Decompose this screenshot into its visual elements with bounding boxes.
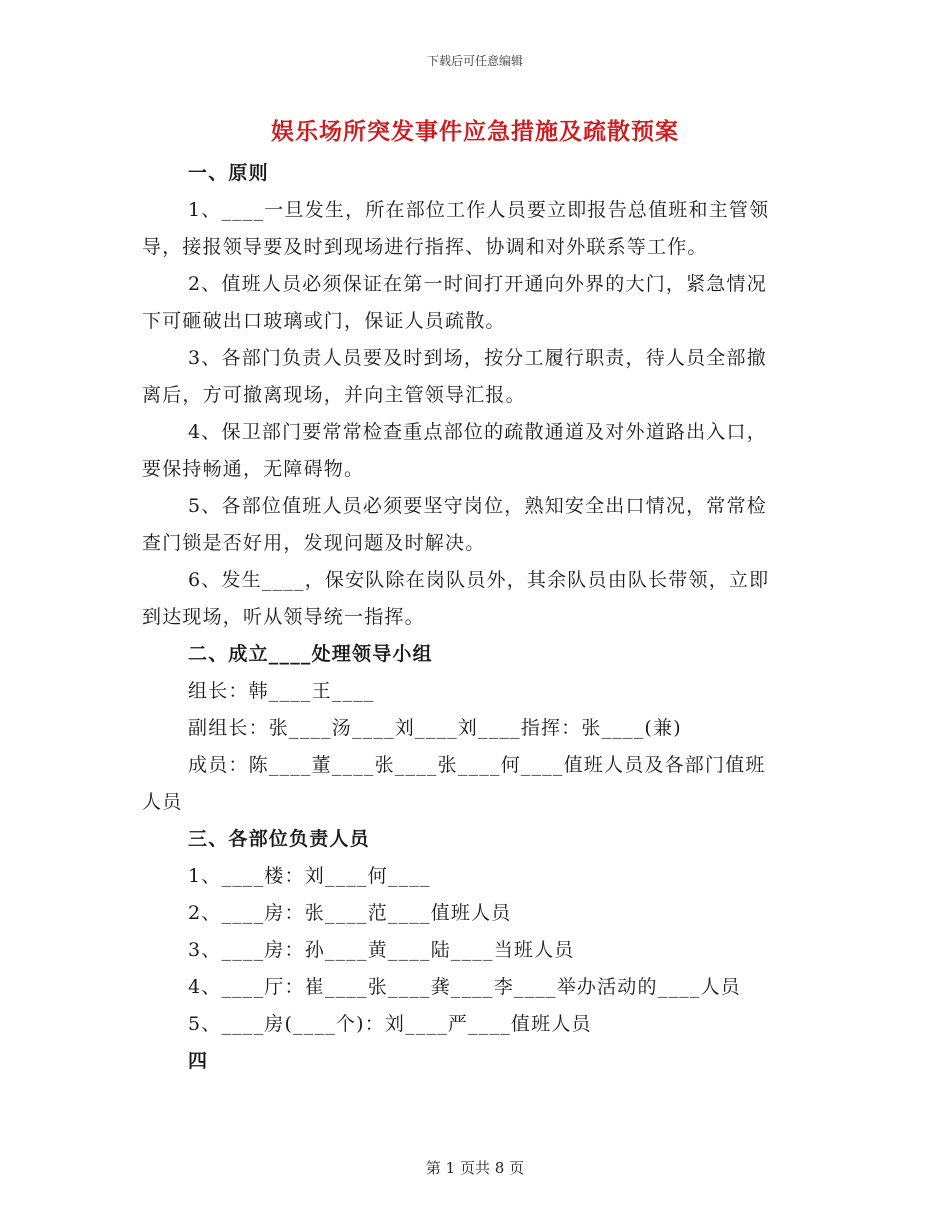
paragraph-line: 要保持畅通，无障碍物。: [142, 458, 365, 480]
list-item: 5、____房(____个)：刘____严____值班人员: [188, 1013, 592, 1035]
members-line-continued: 人员: [142, 791, 183, 813]
paragraph-line: 3、各部门负责人员要及时到场，按分工履行职责，待人员全部撤: [188, 347, 767, 369]
paragraph-line: 5、各部位值班人员必须要坚守岗位，熟知安全出口情况，常常检: [188, 495, 767, 517]
section-heading-leadership-group: 二、成立____处理领导小组: [188, 643, 433, 665]
section-heading-responsible-persons: 三、各部位负责人员: [188, 828, 370, 850]
paragraph-line: 4、保卫部门要常常检查重点部位的疏散通道及对外道路出入口，: [188, 421, 767, 443]
list-item: 1、____楼：刘____何____: [188, 865, 431, 887]
list-item: 2、____房：张____范____值班人员: [188, 902, 512, 924]
header-note: 下载后可任意编辑: [426, 54, 523, 68]
list-item: 4、____厅：崔____张____龚____李____举办活动的____人员: [188, 976, 741, 998]
paragraph-line: 下可砸破出口玻璃或门，保证人员疏散。: [142, 310, 506, 332]
page-number: 第 1 页共 8 页: [425, 1159, 525, 1177]
document-body: [142, 155, 810, 1080]
paragraph-line: 1、____一旦发生，所在部位工作人员要立即报告总值班和主管领: [188, 199, 770, 221]
paragraph-line: 2、值班人员必须保证在第一时间打开通向外界的大门，紧急情况: [188, 273, 767, 295]
section-heading-principles: 一、原则: [188, 162, 269, 184]
group-leader-line: 组长：韩____王____: [188, 680, 375, 702]
paragraph-line: 到达现场，听从领导统一指挥。: [142, 606, 425, 628]
deputy-leader-line: 副组长：张____汤____刘____刘____指挥：张____(兼): [188, 717, 682, 739]
list-item: 3、____房：孙____黄____陆____当班人员: [188, 939, 575, 961]
document-title: 娱乐场所突发事件应急措施及疏散预案: [271, 118, 679, 145]
paragraph-line: 查门锁是否好用，发现问题及时解决。: [142, 532, 486, 554]
paragraph-line: 6、发生____，保安队除在岗队员外，其余队员由队长带领，立即: [188, 569, 770, 591]
paragraph-line: 导，接报领导要及时到现场进行指挥、协调和对外联系等工作。: [142, 236, 708, 258]
section-heading-four: 四: [188, 1050, 209, 1072]
members-line: 成员：陈____董____张____张____何____值班人员及各部门值班: [188, 754, 766, 776]
paragraph-line: 离后，方可撤离现场，并向主管领导汇报。: [142, 384, 526, 406]
